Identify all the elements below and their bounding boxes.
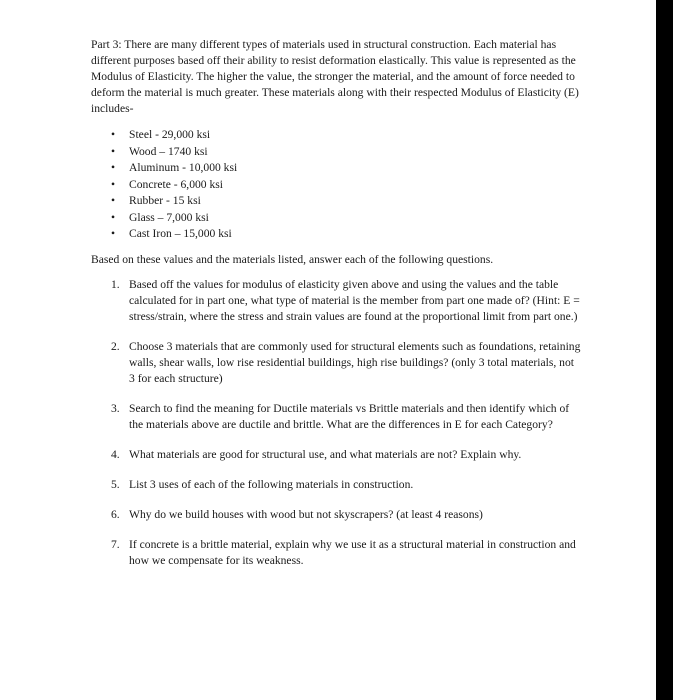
material-entry: Wood – 1740 ksi (129, 144, 208, 158)
questions-lead: Based on these values and the materials listed, answer each of the following questions. (91, 252, 494, 266)
question-number: 2. (111, 339, 120, 353)
bullet-icon: • (111, 128, 116, 141)
intro-paragraph: Part 3: There are many different types of materials used in structural construction. Each material has different purposes based off their ability to resist deformation elastically. This value is represented as the Modulus of Elasticity. The higher the value, the stronger the material, and the amount of force needed to deform the material is much greater. These materials along with their respected Modulus of Elasticity (E) includes- (91, 38, 579, 115)
question-number: 5. (111, 477, 120, 491)
question-item (91, 277, 581, 325)
question-number: 3. (111, 401, 120, 415)
list-item (91, 127, 581, 144)
list-item (91, 226, 581, 243)
question-text: Why do we build houses with wood but not skyscrapers? (at least 4 reasons) (129, 507, 483, 521)
list-item (91, 160, 581, 177)
question-item (91, 401, 581, 433)
questions-list (91, 277, 581, 569)
list-item (91, 177, 581, 194)
question-item (91, 339, 581, 387)
bullet-icon: • (111, 210, 116, 224)
question-number: 6. (111, 507, 120, 521)
material-entry: Cast Iron – 15,000 ksi (129, 227, 232, 240)
bullet-icon: • (111, 177, 116, 191)
question-text: If concrete is a brittle material, explain why we use it as a structural material in construction and how we compensate for its weakness. (129, 537, 576, 567)
question-text: List 3 uses of each of the following materials in construction. (129, 477, 414, 491)
material-entry: Steel - 29,000 ksi (129, 128, 211, 141)
question-text: Based off the values for modulus of elasticity given above and using the values and the table calculated for in part one, what type of material is the member from part one made of? (Hint: E = stress/strain, where the stress and strain values are found at the proportional limit from part one.) (129, 277, 580, 323)
question-text: Search to find the meaning for Ductile materials vs Brittle materials and then identify which of the materials above are ductile and brittle. What are the differences in E for each Category? (129, 401, 570, 431)
list-item (91, 193, 581, 210)
list-item (91, 210, 581, 227)
question-text: What materials are good for structural use, and what materials are not? Explain why. (129, 447, 522, 461)
material-entry: Concrete - 6,000 ksi (129, 177, 224, 191)
document-page (91, 37, 581, 569)
material-entry: Glass – 7,000 ksi (129, 210, 209, 224)
materials-list (91, 127, 581, 243)
question-item (91, 447, 581, 463)
question-item (91, 507, 581, 523)
question-number: 7. (111, 537, 120, 551)
question-item (91, 537, 581, 569)
question-number: 1. (111, 277, 120, 291)
material-entry: Aluminum - 10,000 ksi (129, 161, 238, 174)
list-item (91, 144, 581, 161)
question-text: Choose 3 materials that are commonly used for structural elements such as foundations, retaining walls, shear walls, low rise residential buildings, high rise buildings? (only 3 total materials, not 3 for each structure) (129, 339, 581, 385)
bullet-icon: • (111, 161, 116, 174)
bullet-icon: • (111, 144, 116, 158)
question-number: 4. (111, 447, 120, 461)
bullet-icon: • (111, 227, 116, 240)
material-entry: Rubber - 15 ksi (129, 194, 201, 207)
right-border (656, 0, 673, 700)
bullet-icon: • (111, 194, 116, 207)
question-item (91, 477, 581, 493)
